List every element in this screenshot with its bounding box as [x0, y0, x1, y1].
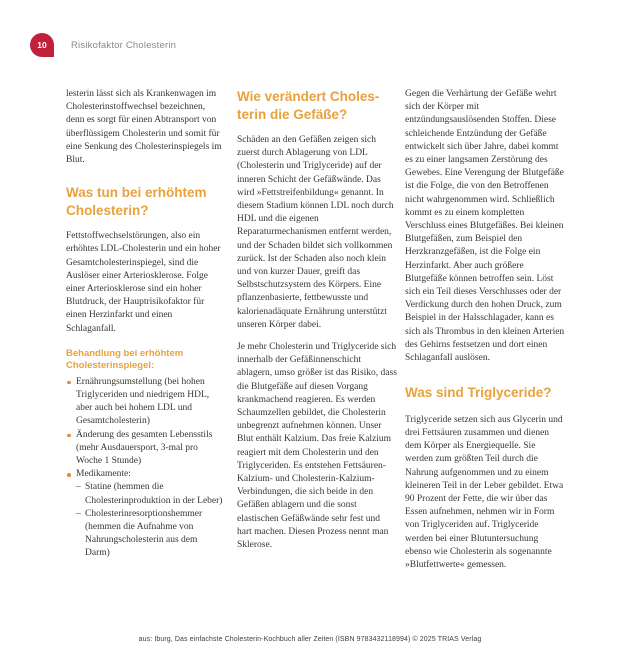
- bullet-text: Medikamente:: [76, 469, 131, 480]
- page-number: 10: [37, 40, 47, 50]
- treatment-subheading: Behandlung bei erhöhtem Cholesterinspiegel:: [66, 347, 184, 372]
- running-head: Risikofaktor Cholesterin: [71, 40, 177, 51]
- section-heading-triglyceride: Was sind Triglyceride?: [405, 385, 552, 401]
- triglyceride-paragraph: Triglyceride setzen sich aus Glycerin und drei Fettsäuren zusammen und dienen dem Körper als Energiequelle. Sie werden zum größten Teil durch die Nahrung aufgenommen und zu einem kleineren Teil in der Leber gebildet. Etwa 90 Prozent der Fette, die wir über das Essen aufnehmen, nehmen wir in Form von Triglyceriden auf. Triglyceride werden bei einer Blutuntersuchung ebenso wie Cholesterin als sogenannte »Blutfettwerte« gemessen.: [405, 414, 564, 570]
- medication-sub-list: [66, 481, 224, 560]
- column-left: [66, 88, 224, 561]
- causes-paragraph: Fettstoffwechselstörungen, also ein erhöhtes LDL-Cholesterin und ein hoher Gesamtcholesterinspiegel, sind die Auslöser einer Arteriosklerose. Folge einer Arteriosklerose sind ein hoher Blutdruck, der Hauptrisikofaktor für einen Herzinfarkt und einen Schlaganfall.: [66, 231, 221, 334]
- sub-bullet-item: [76, 508, 224, 561]
- page-number-badge: [30, 33, 54, 57]
- vessel-damage-paragraph: Schäden an den Gefäßen zeigen sich zuerst durch Ablagerung von LDL (Cholesterin und Triglyceride) auf der inneren Schicht der Gefäßwände. Das wird »Fettstreifenbildung« genannt. In diesem Stadium können LDL noch durch HDL und die eigenen Reparaturmechanismen entfernt werden, und der Schaden bildet sich vollkommen zurück. Ist der Schaden also noch klein und von kurzer Dauer, greift das Selbstschutzsystem des Körpers. Eine pflanzenbasierte, fettbewusste und kalorienadäquate Ernährung unterstützt unseren Körper dabei.: [237, 135, 394, 330]
- bullet-item: [66, 468, 224, 481]
- section-heading-was-tun: Was tun bei erhöhtem Cholesterin?: [66, 185, 207, 218]
- column-right: [405, 88, 565, 572]
- bullet-item: [66, 376, 224, 429]
- page-footer: [0, 636, 620, 643]
- sub-bullet-text: Statine (hemmen die Cholesterinproduktion in der Leber): [85, 482, 223, 506]
- sclerosis-paragraph: Je mehr Cholesterin und Triglyceride sich innerhalb der Gefäßinnenschicht ablagern, umso größer ist das Risiko, dass die Blutgefäße auf diesen Vorgang krankmachend reagieren. Es werden Schaumzellen gebildet, die Cholesterin unbegrenzt aufnehmen können. Unser Blut enthält Kalzium. Das freie Kalzium reagiert mit dem Cholesterin und den Triglyceriden. Es entstehen Fettsäuren-Kalzium- und Cholesterin-Kalzium-Verbindungen, die sich beide in den Gefäßen ablagern und die sonst elastischen Gefäßwände sehr fest und hart machen. Diesen Prozess nennt man Sklerose.: [237, 342, 397, 551]
- column-middle: [237, 88, 397, 552]
- intro-paragraph: lesterin lässt sich als Krankenwagen im Cholesterinstoffwechsel bezeichnen, denn es sorgt für einen Abtransport von überflüssigem Cholesterin und somit für eine Senkung des Cholesterinspiegels im Blut.: [66, 89, 222, 166]
- section-heading-gefaesse: Wie verändert Cholesterin die Gefäße?: [237, 89, 380, 122]
- page-header: [0, 0, 620, 70]
- sub-bullet-item: [76, 481, 224, 507]
- inflammation-paragraph: Gegen die Verhärtung der Gefäße wehrt sich der Körper mit entzündungsauslösenden Stoffen. Diese schleichende Entzündung der Gefäße entwickelt sich über Jahre, dabei kommt es zu einer langsamen Zerstörung des Gewebes. Eine Verengung der Blutgefäße ist die Folge, die von den Betroffenen nicht wahrgenommen wird. Schließlich kommt es zu einem kompletten Verschluss eines Blutgefäßes. Bei kleinen Blutgefäßen, zum Beispiel den Herzkranzgefäßen, ist die Folge ein Herzinfarkt. Aber auch größere Blutgefäße können betroffen sein. Löst sich ein Teil dieses Verschlusses oder der Verdickung durch den hohen Druck, zum Beispiel in der Halsschlagader, kann es sich als Thrombus in den kleinen Arterien des Gehirns festsetzen und dort einen Schlaganfall auslösen.: [405, 89, 565, 364]
- bullet-text: Ernährungsumstellung (bei hohen Triglyceriden und niedrigem HDL, aber auch bei hohem LDL und Gesamtcholesterin): [76, 376, 210, 427]
- sub-bullet-text: Cholesterinresorptionshemmer (hemmen die Aufnahme von Nahrungscholesterin aus dem Darm): [85, 508, 203, 559]
- bullet-text: Änderung des gesamten Lebensstils (mehr Ausdauersport, 3-mal pro Woche 1 Stunde): [76, 429, 213, 467]
- source-attribution: aus: Iburg, Das einfachste Cholesterin-Kochbuch aller Zeiten (ISBN 9783432118994) © 2025 TRIAS Verlag: [138, 636, 482, 643]
- bullet-item: [66, 429, 224, 469]
- treatment-bullet-list: [66, 376, 224, 561]
